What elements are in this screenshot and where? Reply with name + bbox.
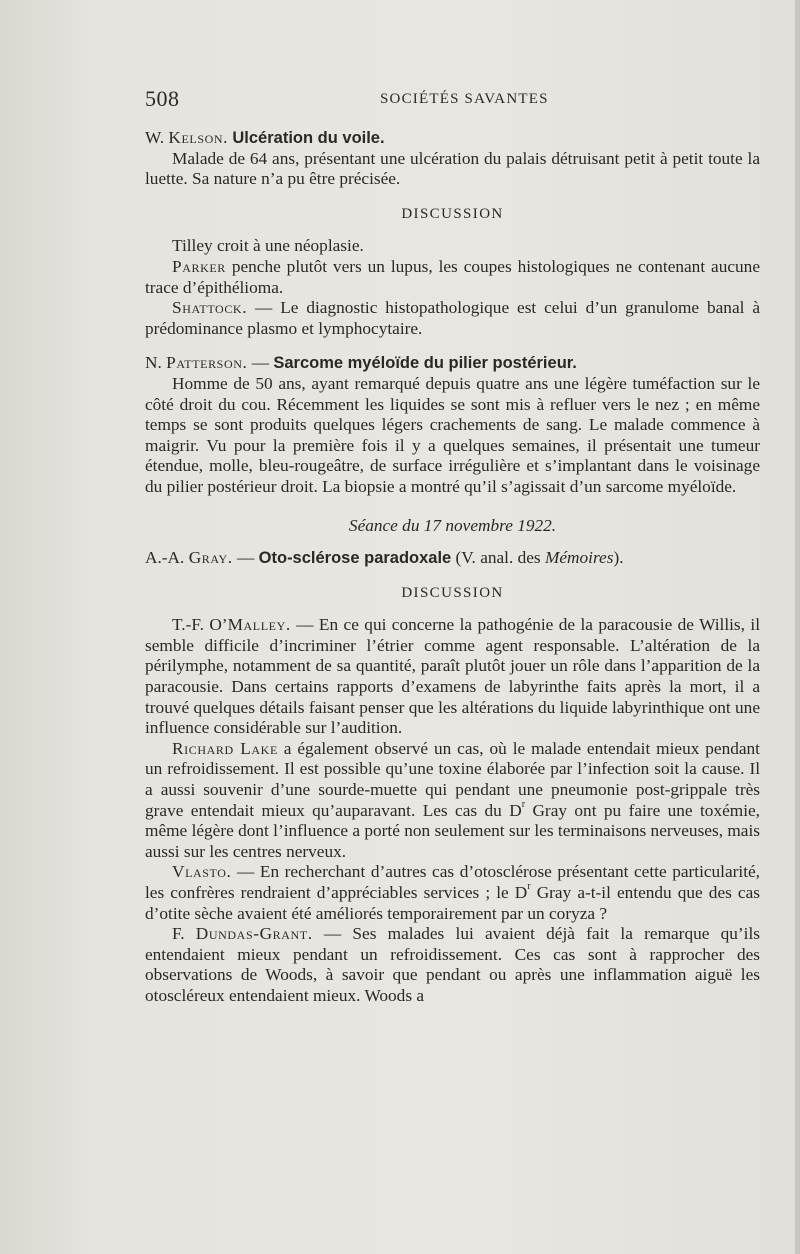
gray-dash: — bbox=[232, 548, 259, 568]
vlasto-text-2: Gray a-t-il entendu que des cas d’otite sèche avaient été améliorés temporairement par un coryza ? bbox=[145, 883, 760, 923]
patterson-heading bbox=[145, 353, 760, 374]
omalley-initial: T.-F. O’ bbox=[172, 615, 228, 635]
shattock-paragraph bbox=[145, 298, 760, 339]
running-title: SOCIÉTÉS SAVANTES bbox=[380, 91, 549, 107]
page-number: 508 bbox=[145, 86, 180, 111]
discussion-heading-2: DISCUSSION bbox=[401, 584, 504, 601]
kelson-initial: W. bbox=[145, 128, 165, 147]
patterson-title: Sarcome myéloïde du pilier postérieur. bbox=[273, 354, 577, 373]
patterson-dash: — bbox=[247, 353, 274, 373]
gray-ref-open: (V. anal. des bbox=[451, 548, 545, 568]
gray-initial: A.-A. bbox=[145, 548, 185, 568]
vlasto-paragraph bbox=[145, 862, 760, 924]
omalley-text: — En ce qui concerne la pathogénie de la paracousie de Willis, il semble difficile d’incriminer l’étrier comme agent responsable. L’altération de la périlymphe, notamment de sa quantité, paraît plutôt jouer un rôle dans l’apparition de la paracousie. Dans certains rapports d’examens de labyrinthe faits après la mort, il a trouvé quelques détails faisant penser que les altérations du liquide labyrinthique ont une influence considérable sur l’audition. bbox=[145, 615, 760, 738]
patterson-author: Patterson. bbox=[166, 353, 248, 373]
tilley-paragraph: Tilley croit à une néoplasie. bbox=[172, 236, 364, 256]
parker-text: penche plutôt vers un lupus, les coupes histologiques ne contenant aucune trace d’épithélioma. bbox=[145, 256, 760, 297]
page-edge-shadow bbox=[795, 0, 800, 1254]
kelson-author: Kelson. bbox=[168, 128, 229, 147]
parker-paragraph bbox=[145, 257, 760, 298]
gray-title: Oto-sclérose paradoxale bbox=[258, 549, 452, 568]
omalley-author: Malley. bbox=[227, 615, 291, 635]
kelson-title: Ulcération du voile. bbox=[232, 129, 385, 147]
page-body bbox=[145, 128, 760, 1007]
lake-text-1: a également observé un cas, où le malade entendait mieux pendant un refroidissement. Il est possible qu’une toxine élaborée par l’infection soit la cause. Il a aussi souvenir d’une sourde-muette qui pendant une pneumonie post-grippale très grave entendait mieux qu’auparavant. Les cas du D bbox=[145, 738, 760, 820]
gray-ref-italic: Mémoires bbox=[544, 548, 614, 568]
vlasto-sup: r bbox=[527, 881, 531, 892]
vlasto-text-1: — En recherchant d’autres cas d’otosclérose présentant cette particularité, les confrères rendraient d’appréciables services ; le D bbox=[145, 862, 760, 902]
dundas-text: — Ses malades lui avaient déjà fait la remarque qu’ils entendaient mieux pendant un refroidissement. Ces cas sont à rapprocher des observations de Woods, à savoir que pendant ou après une inflammation aiguë les otoscléreux entendaient mieux. Woods a bbox=[145, 924, 760, 1005]
kelson-body: Malade de 64 ans, présentant une ulcération du palais détruisant petit à petit toute la luette. Sa nature n’a pu être précisée. bbox=[145, 148, 760, 189]
shattock-text: — Le diagnostic histopathologique est celui d’un granulome banal à prédominance plasmo et lymphocytaire. bbox=[145, 298, 760, 338]
seance-date: Séance du 17 novembre 1922. bbox=[348, 515, 557, 535]
lake-paragraph bbox=[145, 739, 760, 863]
patterson-initial: N. bbox=[145, 353, 162, 373]
omalley-paragraph bbox=[145, 615, 760, 739]
lake-sup: r bbox=[521, 798, 526, 810]
dundas-paragraph bbox=[145, 924, 760, 1006]
kelson-heading bbox=[145, 128, 760, 149]
discussion-heading-1: DISCUSSION bbox=[401, 205, 504, 222]
gray-heading bbox=[145, 548, 760, 569]
patterson-body: Homme de 50 ans, ayant remarqué depuis quatre ans une légère tuméfaction sur le côté droit du cou. Récemment les liquides se sont mis à refluer vers le nez ; en même temps se sont produits quelques légers crachements de sang. Le malade commence à maigrir. Vu pour la première fois il y a quelques semaines, il présentait une tumeur étendue, molle, bleu-rougeâtre, de surface irrégulière et s’implantant dans le voisinage du pilier postérieur droit. La biopsie a montré qu’il s’agissait d’un sarcome myéloïde. bbox=[145, 373, 760, 496]
gray-author: Gray. bbox=[188, 548, 233, 568]
running-head bbox=[145, 86, 760, 114]
gray-ref-close: ). bbox=[613, 548, 624, 568]
parker-author: Parker bbox=[172, 256, 226, 276]
lake-text-2: Gray ont pu faire une toxémie, même légère dont l’influence a porté non seulement sur les terminaisons nerveuses, mais aussi sur les centres nerveux. bbox=[145, 800, 760, 861]
vlasto-author: Vlasto. bbox=[172, 862, 232, 882]
shattock-author: Shattock. bbox=[172, 298, 248, 318]
dundas-initial: F. bbox=[172, 924, 185, 944]
lake-author: Richard Lake bbox=[172, 738, 278, 758]
dundas-author: Dundas-Grant. bbox=[195, 924, 313, 944]
